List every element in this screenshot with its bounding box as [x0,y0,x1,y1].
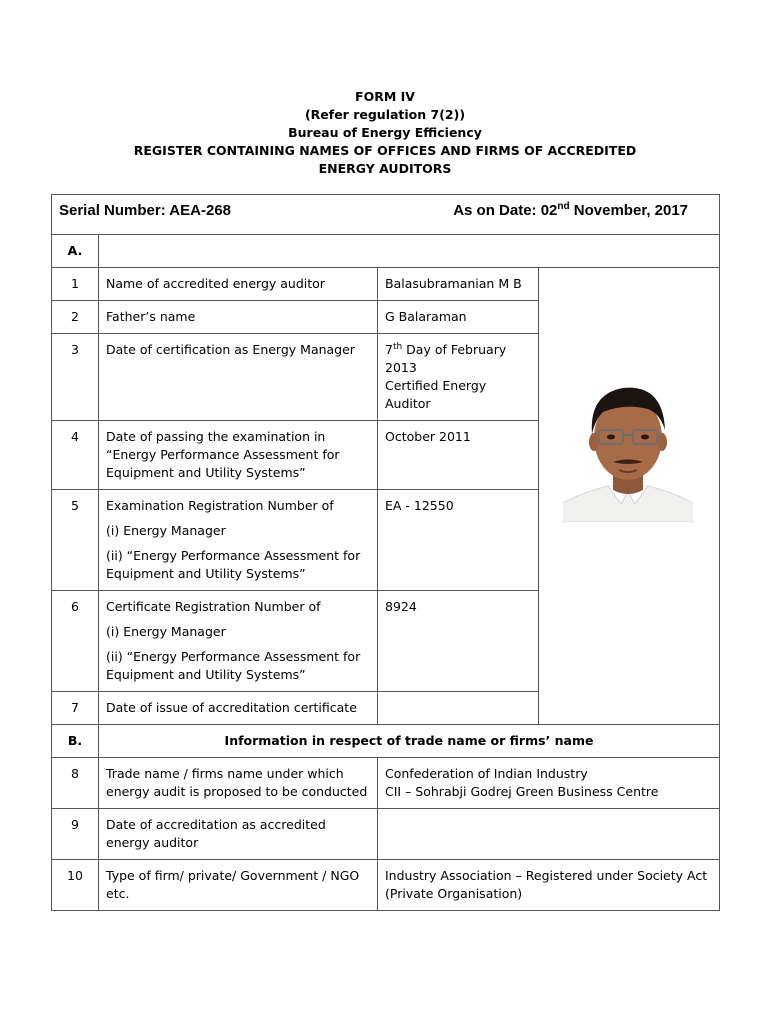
row-label: Examination Registration Number of (i) Energy Manager (ii) “Energy Performance Assessment for Equipment and Utility Systems” [99,490,378,591]
row-value: G Balaraman [378,301,539,334]
auditor-photo [563,364,693,522]
row-value: Balasubramanian M B [378,268,539,301]
row-label: Certificate Registration Number of (i) Energy Manager (ii) “Energy Performance Assessment for Equipment and Utility Systems” [99,591,378,692]
table-row: 3 Date of certification as Energy Manager 7th Day of February 2013 Certified Energy Auditor [52,334,720,421]
section-b-title: Information in respect of trade name or firms’ name [99,725,720,758]
section-b-row [52,725,720,758]
form-title: FORM IV [355,89,415,104]
table-row: 2 Father’s name G Balaraman [52,301,720,334]
photo-cell [539,268,720,725]
row-value: 8924 [378,591,539,692]
form-header [0,88,770,178]
row-label: Date of accreditation as accredited energy auditor [99,809,378,860]
form-authority: Bureau of Energy Efficiency [288,125,482,140]
row-label: Name of accredited energy auditor [99,268,378,301]
table-row: 6 Certificate Registration Number of (i) Energy Manager (ii) “Energy Performance Assessment for Equipment and Utility Systems” 8924 [52,591,720,692]
section-b-label: B. [52,725,99,758]
auditor-register-table [51,194,720,911]
row-label: Father’s name [99,301,378,334]
section-a-row [52,235,720,268]
table-row: 1 Name of accredited energy auditor Balasubramanian M B [52,268,720,301]
row-value [378,809,720,860]
row-label: Date of issue of accreditation certificate [99,692,378,725]
row-value: Confederation of Indian Industry CII – Sohrabji Godrej Green Business Centre [378,758,720,809]
serial-row [52,195,720,235]
table-row: 10 Type of firm/ private/ Government / NGO etc. Industry Association – Registered under Society Act (Private Organisation) [52,860,720,911]
form-register-title: REGISTER CONTAINING NAMES OF OFFICES AND FIRMS OF ACCREDITED [133,143,637,158]
row-label: Trade name / firms name under which energy audit is proposed to be conducted [99,758,378,809]
row-value: October 2011 [378,421,539,490]
form-regulation-ref: (Refer regulation 7(2)) [304,107,466,122]
row-label: Date of passing the examination in “Energy Performance Assessment for Equipment and Utility Systems” [99,421,378,490]
row-value [378,692,539,725]
table-row: 9 Date of accreditation as accredited energy auditor [52,809,720,860]
as-on-date: As on Date: 02nd November, 2017 [453,201,689,219]
row-label: Type of firm/ private/ Government / NGO etc. [99,860,378,911]
form-register-title-cont: ENERGY AUDITORS [318,161,452,176]
serial-number: Serial Number: AEA-268 [59,202,232,219]
row-value: Industry Association – Registered under Society Act (Private Organisation) [378,860,720,911]
row-value: 7th Day of February 2013 Certified Energy Auditor [378,334,539,421]
table-row: 4 Date of passing the examination in “Energy Performance Assessment for Equipment and Utility Systems” October 2011 [52,421,720,490]
row-label: Date of certification as Energy Manager [99,334,378,421]
row-value: EA - 12550 [378,490,539,591]
table-row: 5 Examination Registration Number of (i) Energy Manager (ii) “Energy Performance Assessment for Equipment and Utility Systems” EA - 12550 [52,490,720,591]
table-row: 7 Date of issue of accreditation certificate [52,692,720,725]
table-row: 8 Trade name / firms name under which energy audit is proposed to be conducted Confederation of Indian Industry CII – Sohrabji Godrej Green Business Centre [52,758,720,809]
section-a-label: A. [52,235,99,268]
